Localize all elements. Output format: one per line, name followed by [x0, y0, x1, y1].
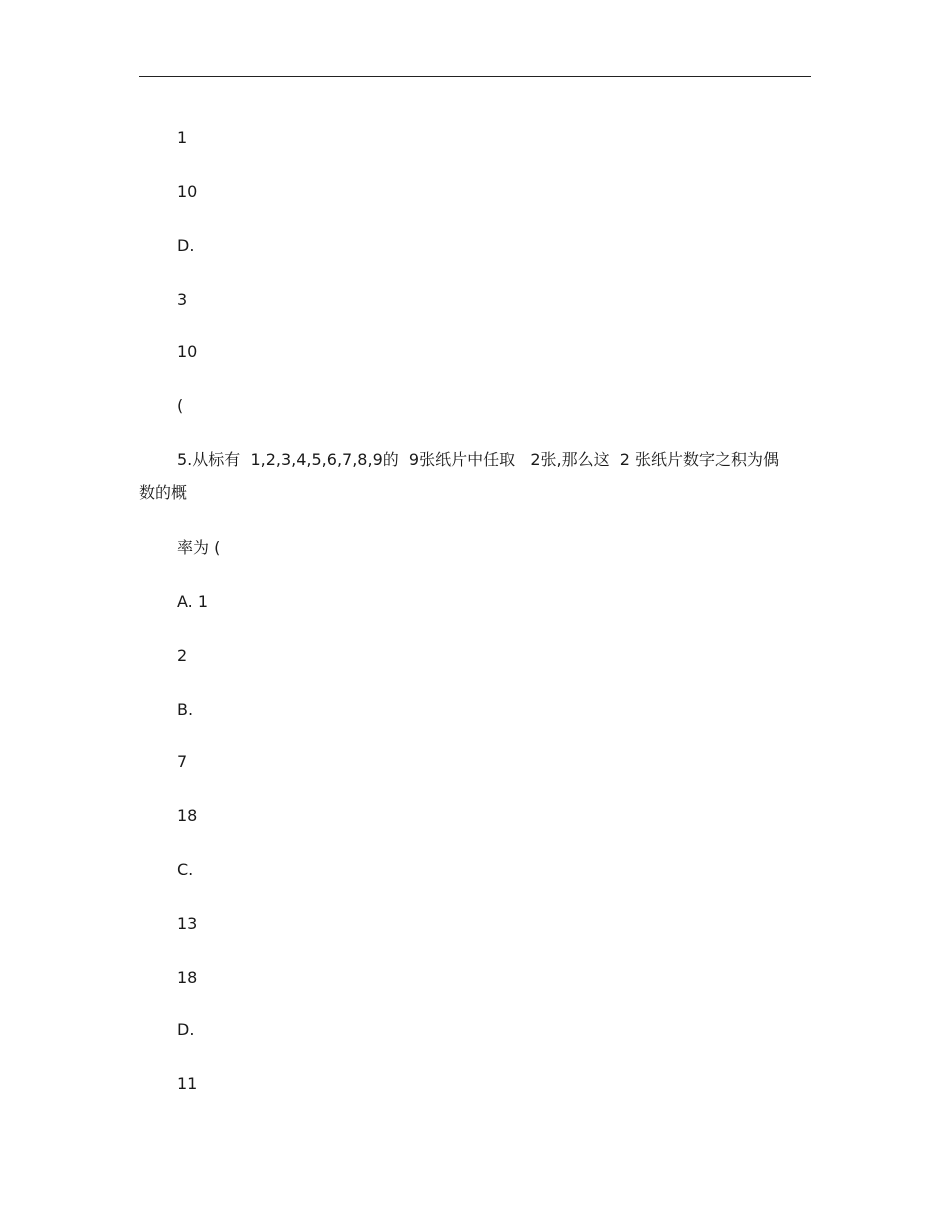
- option-label: D.: [177, 236, 195, 255]
- question-text: 5.从标有 1,2,3,4,5,6,7,8,9的 9张纸片中任取 2张,那么这 2 张纸片数字之积为偶: [177, 450, 780, 469]
- text-line: 18: [177, 806, 198, 825]
- option-label: B.: [177, 700, 194, 719]
- text-line: 13: [177, 914, 198, 933]
- option-label: C.: [177, 860, 194, 879]
- text-line: (: [177, 396, 184, 415]
- text-line: 3: [177, 290, 188, 309]
- text-line: 18: [177, 968, 198, 987]
- header-rule: [139, 76, 811, 77]
- question-text-cont: 率为 (: [177, 538, 221, 557]
- text-line: 10: [177, 342, 198, 361]
- option-label: A. 1: [177, 592, 209, 611]
- text-line: 10: [177, 182, 198, 201]
- question-text-cont: 数的概: [139, 483, 188, 502]
- text-line: 2: [177, 646, 188, 665]
- text-line: 11: [177, 1074, 198, 1093]
- text-line: 7: [177, 752, 188, 771]
- option-label: D.: [177, 1020, 195, 1039]
- text-line: 1: [177, 128, 188, 147]
